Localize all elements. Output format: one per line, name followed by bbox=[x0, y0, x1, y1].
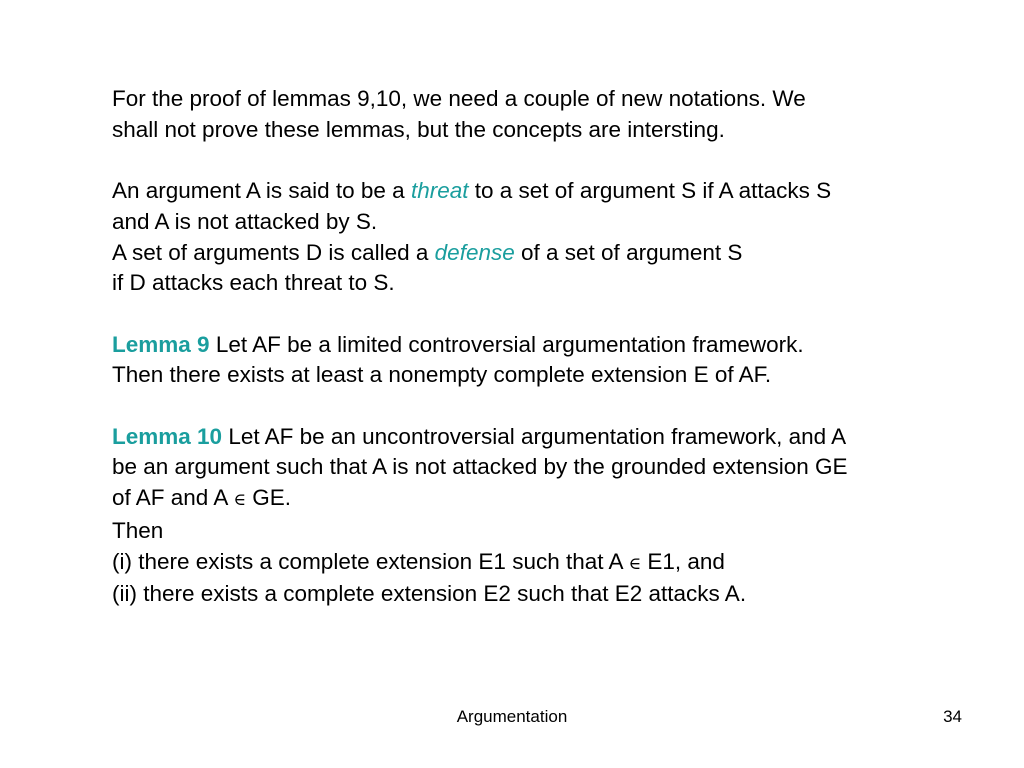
defense-term: defense bbox=[434, 239, 515, 265]
intro-line-2: shall not prove these lemmas, but the concepts are intersting. bbox=[112, 116, 725, 142]
slide-body bbox=[112, 84, 992, 610]
page-number: 34 bbox=[943, 707, 962, 726]
intro-line-1: For the proof of lemmas 9,10, we need a couple of new notations. We bbox=[112, 86, 806, 111]
defense-post: of a set of argument S bbox=[514, 239, 743, 265]
footer-title: Argumentation bbox=[456, 707, 568, 726]
lemma-10-line-3 bbox=[112, 483, 992, 516]
lemma-10-line-1 bbox=[112, 422, 992, 453]
threat-definition bbox=[112, 176, 992, 237]
lemma-10-then: Then bbox=[112, 517, 164, 543]
lemma-10-line-2: be an argument such that A is not attacked by the grounded extension GE bbox=[112, 454, 848, 480]
item-1-pre: (i) there exists a complete extension E1 such that A bbox=[112, 548, 629, 574]
defense-pre: A set of arguments D is called a bbox=[112, 239, 435, 265]
lemma-9-line-1 bbox=[112, 330, 992, 361]
intro-paragraph bbox=[112, 84, 992, 145]
spacer bbox=[112, 145, 992, 176]
threat-pre: An argument A is said to be a bbox=[112, 178, 411, 204]
threat-term: threat bbox=[410, 178, 469, 204]
lemma-9-text: Let AF be a limited controversial argumentation framework. bbox=[209, 331, 804, 357]
element-of-symbol: ∈ bbox=[233, 490, 246, 511]
lemma-10-line-3-pre: of AF and A bbox=[112, 485, 234, 511]
item-1-post: E1, and bbox=[641, 548, 725, 574]
threat-post: to a set of argument S if A attacks S bbox=[468, 178, 832, 204]
threat-line-2: and A is not attacked by S. bbox=[112, 208, 378, 234]
defense-definition bbox=[112, 238, 992, 299]
spacer bbox=[112, 391, 992, 422]
lemma-9 bbox=[112, 330, 992, 391]
element-of-symbol: ∈ bbox=[628, 553, 642, 574]
lemma-10-label: Lemma 10 bbox=[112, 423, 223, 449]
lemma-10-line-3-post: GE. bbox=[245, 485, 291, 511]
threat-line-1 bbox=[112, 176, 992, 207]
defense-line-1 bbox=[112, 238, 992, 269]
lemma-10 bbox=[112, 422, 992, 610]
lemma-10-text: Let AF be an uncontroversial argumentation framework, and A bbox=[222, 423, 847, 449]
defense-line-2: if D attacks each threat to S. bbox=[112, 270, 395, 296]
spacer bbox=[112, 299, 992, 330]
lemma-10-item-1 bbox=[112, 547, 992, 580]
lemma-10-item-2: (ii) there exists a complete extension E2 such that E2 attacks A. bbox=[112, 581, 747, 607]
lemma-9-label: Lemma 9 bbox=[112, 331, 210, 357]
lemma-9-line-2: Then there exists at least a nonempty complete extension E of AF. bbox=[112, 362, 772, 388]
